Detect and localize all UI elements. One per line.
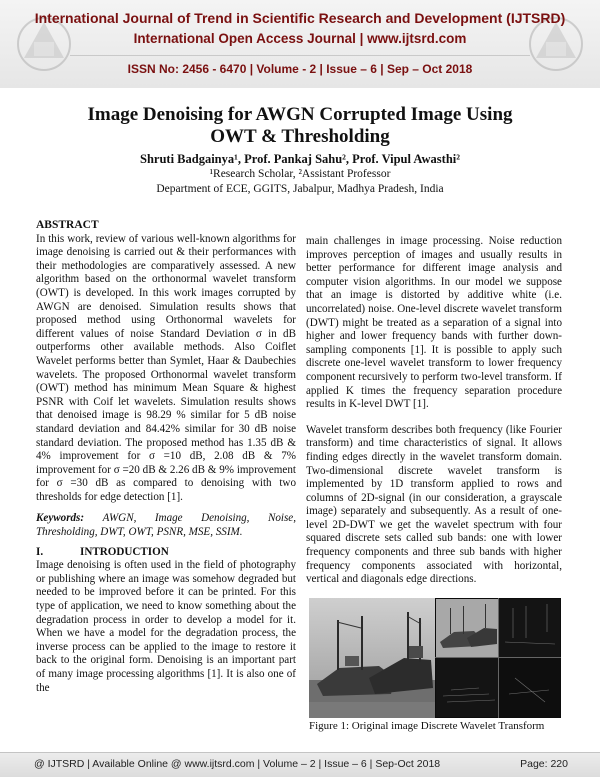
keywords [36, 512, 296, 539]
intro-text-right-1: main challenges in image processing. Noise reduction improves perception of images and usually results in better performance for different image analysis and computer vision algorithms. In our model we suppose that an image is distorted by additive white (i.e. uncorrelated) noise. One-level discrete wavelet transform (DWT) might be treated as a separation of a signal into higher and lower frequency bands with further down-sampling components [1]. It is possible to apply such discrete one-level wavelet transform to lower frequency component recursively to perform two-level transform. If applied K times the frequency separation procedure results in K-level DWT [1]. [306, 235, 562, 411]
section-heading [36, 546, 296, 560]
section-number: I. [36, 545, 44, 558]
author-roles: ¹Research Scholar, ²Assistant Professor [209, 168, 391, 180]
intro-text-left: Image denoising is often used in the field of photography or publishing where an image was somehow degraded but needed to be improved before it can be printed. For this type of application, we need to know something about the degradation process in order to develop a model for it. When we have a model for the degradation process, the inverse process can be applied to the image to restore it back to the original form. Denoising is an important part of many image processing algorithms [1]. It is also one of the [36, 559, 296, 694]
abstract-text: In this work, review of various well-known algorithms for image denoising is carried out & their performances with their methodologies are comparatively assessed. A new algorithm based on the orthonormal wavelet transform (OWT) is developed. In this work images corrupted by AWGN are denoised. Simulation results shows that proposed method using Orthonormal wavelets for different values of noise Standard Deviation σ in dB outperforms other available methods. Also Coiflet Wavelet performs better than Symlet, Haar & Daubechies wavelets. The proposed Orthonormal wavelet transform (OWT) method has minimum Mean Square & highest PSNR with Coif let wavelets. Simulation results shows that denoised image is 98.29 % similar for 5 dB noise standard deviation and 84.42% similar for 30 dB noise standard deviation. The proposed method has 1.35 dB & 4% improvement for σ =10 dB, 2.08 dB & 7% improvement for σ =20 dB & 2.26 dB & 9% improvement for σ =30 dB as compared to denoising with two thresholds for edge detection [1]. [36, 232, 296, 503]
page-number: Page: 220 [520, 758, 568, 770]
left-column [36, 219, 296, 695]
journal-title: International Journal of Trend in Scientific Research and Development (IJTSRD) [34, 10, 566, 26]
journal-subtitle: International Open Access Journal | www.ijtsrd.com [133, 31, 467, 46]
section-title: INTRODUCTION [80, 545, 169, 558]
page-footer [0, 752, 600, 777]
abstract-heading: ABSTRACT [36, 219, 99, 231]
dwt-image [435, 598, 561, 718]
intro-text-right-2: Wavelet transform describes both frequency (like Fourier transform) and time characteristics of signal. It allows finding edges directly in the wavelet transform domain. Two-dimensional discrete wavelet transform is implemented by 1D transform applied to rows and columns of 2D-signal (in our consideration, a grayscale image) separately and subsequently. As a result of one-level 2D-DWT we get the wavelet spectrum with four squared discrete sets called sub bands: one with lower frequency components and three sub bands with higher frequency components associated with horizontal, vertical and diagonals edge directions. [306, 423, 562, 586]
keywords-text: AWGN, Image Denoising, Noise, Thresholding, DWT, OWT, PSNR, MSE, SSIM. [36, 512, 296, 539]
paper-title [0, 104, 600, 148]
title-line-2: OWT & Thresholding [210, 126, 390, 147]
journal-header [0, 0, 600, 88]
title-line-1: Image Denoising for AWGN Corrupted Image Using [87, 104, 513, 125]
department: Department of ECE, GGITS, Jabalpur, Madhya Pradesh, India [156, 183, 444, 195]
footer-citation: @ IJTSRD | Available Online @ www.ijtsrd.com | Volume – 2 | Issue – 6 | Sep-Oct 2018 [34, 758, 441, 770]
original-image [309, 598, 435, 718]
keywords-label: Keywords: [36, 512, 85, 525]
figure-1 [309, 598, 561, 718]
issue-line: ISSN No: 2456 - 6470 | Volume - 2 | Issue – 6 | Sep – Oct 2018 [127, 62, 473, 76]
authors: Shruti Badgainya¹, Prof. Pankaj Sahu², Prof. Vipul Awasthi² [140, 152, 460, 166]
figure-caption: Figure 1: Original image Discrete Wavelet Transform [309, 720, 545, 732]
header-divider [70, 55, 530, 56]
right-column [306, 235, 562, 587]
